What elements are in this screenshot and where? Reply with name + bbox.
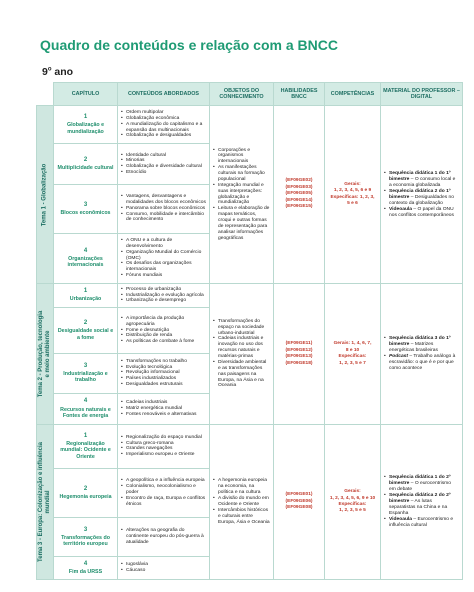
competencias-cell	[325, 284, 381, 425]
habilidades-cell	[274, 284, 325, 425]
header-objetos: OBJETOS DO CONHECIMENTO	[210, 83, 274, 106]
chapter-cell	[54, 144, 118, 185]
chapter-number: 3	[83, 526, 88, 533]
objeto-item: • Transformações do espaço na sociedade urbano-industrial	[213, 319, 270, 337]
habilidades-cell	[274, 424, 325, 579]
competencias-especificas-value: 1, 2, 3, 5 e 5	[339, 508, 366, 514]
content-list	[121, 400, 206, 417]
material-item-text: – Matrizes energéticas brasileiras	[389, 342, 438, 354]
objetos-cell	[210, 106, 274, 284]
header-blank	[37, 83, 54, 106]
content-list	[121, 435, 206, 458]
contents-cell	[118, 284, 210, 308]
table-header-row	[37, 83, 463, 106]
contents-cell	[118, 557, 210, 580]
habilidade-code: (EF09GE11)	[285, 341, 313, 347]
material-list	[384, 171, 459, 219]
competencias-gerais-value: 8 e 10	[345, 347, 360, 353]
grade-ordinal: o	[47, 66, 52, 73]
chapter-number: 4	[83, 560, 88, 567]
content-item: • As políticas de combate à fome	[121, 339, 206, 345]
content-table	[36, 82, 463, 580]
chapter-name: Regionalização mundial: Ocidente e Oriente	[60, 441, 111, 460]
content-item: • Iugoslávia	[121, 562, 206, 568]
competencias-gerais-label: Gerais:	[344, 489, 361, 495]
chapter-number: 2	[83, 485, 88, 492]
content-item: • Alterações na geografia do continente europeu do pós-guerra à atualidade	[121, 528, 206, 545]
contents-cell	[118, 517, 210, 556]
material-item	[384, 171, 459, 189]
material-cell	[381, 106, 463, 284]
habilidade-code: (EF09GE14)	[285, 197, 313, 203]
chapter-number: 3	[83, 362, 88, 369]
material-item	[384, 189, 459, 207]
material-item-title: Sequência didática 1 do 2º bimestre	[389, 475, 451, 487]
material-item-title: Sequência didática 1 do 1º bimestre	[389, 170, 451, 182]
objeto-item: • Diversidade ambiental e as transformações nas paisagens na Europa, na Ásia e na Oceania	[213, 360, 270, 389]
chapter-number: 2	[83, 156, 88, 163]
habilidade-code: (EF09GE08)	[285, 505, 313, 511]
content-item: • Transformações no trabalho	[121, 359, 206, 365]
objetos-cell	[210, 284, 274, 425]
habilidade-code: (EF09GE05)	[285, 191, 313, 197]
content-item: • Cáucaso	[121, 568, 206, 574]
competencias-gerais-label: Gerais:	[344, 181, 361, 187]
material-list	[384, 336, 459, 372]
material-item-text: – Eurocentrismo e influência cultural	[389, 516, 454, 528]
content-item: • A ONU e a cultura de desenvolvimento	[121, 238, 206, 250]
objeto-item: • Leitura e elaboração de mapas temáticos, croqui e outras formas de representação para analisar informações geográficas	[213, 206, 270, 241]
content-item: • Colonialismo, neocolonialismo e poder	[121, 484, 206, 496]
content-item: • Desigualdades estruturais	[121, 382, 206, 388]
header-capitulo: CAPÍTULO	[54, 83, 118, 106]
content-item: • Minorias	[121, 158, 206, 164]
chapter-number: 2	[83, 320, 88, 326]
content-item: • Globalização e diversidade cultural	[121, 164, 206, 170]
chapter-name: Organizações internacionais	[67, 256, 104, 269]
tema-label-line2: mundial	[45, 490, 51, 514]
objeto-item: • A hegemonia europeia na economia, na política e na cultura	[213, 478, 270, 496]
content-item: • Cultura greco-romana	[121, 441, 206, 447]
content-item: • Distribuição de renda	[121, 333, 206, 339]
content-item: • Ordem multipolar	[121, 110, 206, 116]
chapter-name: Fim da URSS	[68, 569, 103, 576]
contents-cell	[118, 469, 210, 518]
material-item-title: Sequência didática 2 do 1º bimestre	[389, 188, 451, 200]
header-material: MATERIAL DO PROFESSOR – DIGITAL	[381, 83, 463, 106]
competencias-especificas-value: 1, 2, 3, 5 e 7	[339, 360, 366, 366]
content-item: • Encontro de raça, Europa e conflitos étnicos	[121, 496, 206, 508]
content-item: • Cadeias industriais	[121, 400, 206, 406]
content-item: • Matriz energética mundial	[121, 406, 206, 412]
objeto-list	[213, 319, 270, 390]
material-item-title: Videoaula	[389, 516, 413, 522]
objeto-item: • Cadeias industriais e inovação no uso dos recursos naturais e matérias-primas	[213, 336, 270, 360]
content-item: • Organização Mundial do Comércio (OMC)	[121, 250, 206, 262]
table-row	[37, 424, 463, 468]
habilidades-cell	[274, 106, 325, 284]
habilidade-code: (EF09GE18)	[285, 360, 313, 366]
material-item-title: Podcast	[389, 354, 409, 360]
chapter-cell	[54, 184, 118, 233]
contents-cell	[118, 106, 210, 144]
tema-label-cell	[37, 106, 54, 284]
content-list	[121, 316, 206, 345]
content-list	[121, 153, 206, 176]
material-item	[384, 354, 459, 372]
habilidade-code: (EF09GE03)	[285, 184, 313, 190]
content-item: • A geopolítica e a influência europeia	[121, 478, 206, 484]
chapter-number: 1	[83, 288, 88, 295]
content-item: • Globalização econômica	[121, 116, 206, 122]
contents-cell	[118, 354, 210, 393]
material-item-text: – As lutas separatistas na China e na Espanha	[389, 498, 448, 516]
tema-label	[42, 163, 49, 226]
material-cell	[381, 284, 463, 425]
content-item: • Identidade cultural	[121, 153, 206, 159]
tema-label	[38, 311, 52, 398]
tema-label-line2: e meio ambiente	[45, 330, 51, 378]
grade-number: 9	[42, 66, 48, 78]
chapter-cell	[54, 307, 118, 353]
material-item	[384, 493, 459, 517]
chapter-name: Multiplicidade cultural	[57, 165, 114, 172]
competencias-cell	[325, 424, 381, 579]
chapter-name: Blocos econômicos	[60, 209, 111, 216]
contents-cell	[118, 184, 210, 233]
content-item: • Regionalização do espaço mundial	[121, 435, 206, 441]
chapter-number: 1	[83, 114, 88, 121]
objeto-item: • A divisão do mundo em Ocidente e Oriente	[213, 496, 270, 508]
header-conteudos: CONTEÚDOS ABORDADOS	[118, 83, 210, 106]
content-list	[121, 110, 206, 139]
content-item: • Panorama sobre blocos econômicos	[121, 206, 206, 212]
chapter-cell	[54, 284, 118, 308]
chapter-cell	[54, 354, 118, 393]
grade-label	[42, 66, 73, 78]
header-habilidades: HABILIDADES BNCC	[274, 83, 325, 106]
grade-word: ano	[51, 66, 74, 78]
material-item	[384, 475, 459, 493]
chapter-number: 1	[83, 432, 88, 439]
competencias-cell	[325, 106, 381, 284]
habilidade-code: (EF09GE15)	[285, 204, 313, 210]
material-item-text: – Desigualdades no contexto da globalização	[389, 194, 454, 206]
content-item: • Os desafios das organizações internacionais	[121, 261, 206, 273]
material-item-title: Videoaula	[389, 206, 413, 212]
competencias-especificas-value: 5 e 6	[347, 201, 358, 207]
content-item: • A importância da produção agropecuária	[121, 316, 206, 328]
objeto-item: • Intercâmbios históricos e culturais entre Europa, Ásia e Oceania	[213, 508, 270, 526]
habilidade-code: (EF09GE01)	[285, 492, 313, 498]
habilidade-code: (EF09GE02)	[285, 178, 313, 184]
material-item-text: – O papel da ONU nos conflitos contemporâneos	[389, 206, 454, 218]
tema-label-line1: Tema 2 - Produção, tecnologia	[38, 310, 45, 398]
chapter-cell	[54, 233, 118, 283]
content-item: • Fontes renováveis e alternativas	[121, 412, 206, 418]
objeto-item: • As manifestações culturais na formação populacional	[213, 165, 270, 183]
content-item: • Processo de urbanização	[121, 287, 206, 293]
chapter-name: Globalização e mundialização	[66, 122, 105, 135]
competencias-gerais-value: 1, 2, 3, 4, 5, 6, 9 e 10	[329, 495, 376, 501]
content-item: • Países industrializados	[121, 376, 206, 382]
competencias-gerais-value: 1, 2, 3, 4, 5, 6 e 9	[333, 188, 372, 194]
material-cell	[381, 424, 463, 579]
content-item: • Fome e desnutrição	[121, 328, 206, 334]
content-list	[121, 478, 206, 507]
tema-label-cell	[37, 284, 54, 425]
contents-cell	[118, 307, 210, 353]
chapter-name: Urbanização	[69, 296, 102, 303]
material-item-text: – Trabalho análogo à escravidão: o que é e por que como acontece	[389, 354, 456, 371]
content-item: • Urbanização e desemprego	[121, 298, 206, 304]
content-item: • Globalização e desigualdades	[121, 133, 206, 139]
table-row	[37, 106, 463, 144]
objeto-item: • Integração mundial e suas interpretações: globalização e mundialização	[213, 183, 270, 207]
content-item: • Fóruns mundiais	[121, 273, 206, 279]
content-item: • Vantagens, desvantagens e modalidades dos blocos econômicos	[121, 194, 206, 206]
content-list	[121, 287, 206, 304]
chapter-cell	[54, 557, 118, 580]
chapter-number: 4	[83, 247, 88, 254]
chapter-cell	[54, 106, 118, 144]
habilidade-code: (EF09GE06)	[285, 498, 313, 504]
content-list	[121, 238, 206, 278]
chapter-name: Recursos naturais e Fontes de energia	[60, 406, 111, 419]
competencias-especificas-label: Específicas:	[338, 501, 367, 507]
chapter-name: Desigualdade social e a fome	[57, 328, 114, 341]
chapter-number: 3	[83, 201, 88, 208]
objeto-item: • Corporações e organismos internacionais	[213, 148, 270, 166]
competencias-especificas-label: Específicas:	[338, 354, 367, 360]
material-list	[384, 475, 459, 529]
chapter-name: Transformações do território europeu	[61, 534, 110, 548]
table-row	[37, 284, 463, 308]
content-item: • Industrialização e evolução agrícola	[121, 293, 206, 299]
competencias-especificas-label: Específicas: 1, 2, 3,	[330, 194, 375, 200]
objetos-cell	[210, 424, 274, 579]
tema-label-cell	[37, 424, 54, 579]
chapter-name: Industrialização e trabalho	[63, 371, 108, 384]
chapter-cell	[54, 424, 118, 468]
contents-cell	[118, 393, 210, 424]
content-item: • A mundialização do capitalismo e a expansão das multinacionais	[121, 122, 206, 134]
material-item	[384, 517, 459, 529]
contents-cell	[118, 144, 210, 185]
content-item: • Revolução informacional	[121, 370, 206, 376]
content-list	[121, 562, 206, 574]
content-item: • Consumo, mobilidade e intercâmbio de conhecimento	[121, 212, 206, 224]
contents-cell	[118, 233, 210, 283]
chapter-name: Hegemonia europeia	[59, 493, 112, 500]
tema-label-line1: Tema 1 - Globalização	[41, 163, 48, 226]
chapter-cell	[54, 517, 118, 556]
tema-label-line1: Tema 3 - Europa: Colonização e influência	[38, 442, 45, 562]
content-item: • Grandes navegações	[121, 446, 206, 452]
content-list	[121, 359, 206, 388]
content-item: • Etnocídio	[121, 170, 206, 176]
material-item-title: Sequência didática 3 do 1º bimestre	[389, 336, 451, 348]
content-list	[121, 528, 206, 545]
content-item: • Evolução tecnológica	[121, 365, 206, 371]
content-list	[121, 194, 206, 223]
content-item: • Imperialismo europeu e Oriente	[121, 452, 206, 458]
habilidade-code: (EF09GE12)	[285, 347, 313, 353]
material-item-text: – O consumo local e a economia globalizada	[389, 176, 456, 188]
material-item-title: Sequência didática 2 do 2º bimestre	[389, 492, 451, 504]
material-item-text: – O eurocentrismo em debate	[389, 481, 451, 492]
habilidade-code: (EF09GE13)	[285, 354, 313, 360]
material-item	[384, 336, 459, 354]
competencias-gerais-label: Gerais: 1, 4, 6, 7,	[333, 341, 372, 347]
objeto-list	[213, 478, 270, 525]
chapter-cell	[54, 393, 118, 424]
contents-cell	[118, 424, 210, 468]
chapter-cell	[54, 469, 118, 518]
tema-label	[38, 442, 52, 562]
page-title: Quadro de conteúdos e relação com a BNCC	[40, 37, 338, 53]
material-item	[384, 207, 459, 219]
chapter-number: 4	[83, 398, 88, 405]
objeto-list	[213, 148, 270, 242]
header-competencias: COMPETÊNCIAS	[325, 83, 381, 106]
